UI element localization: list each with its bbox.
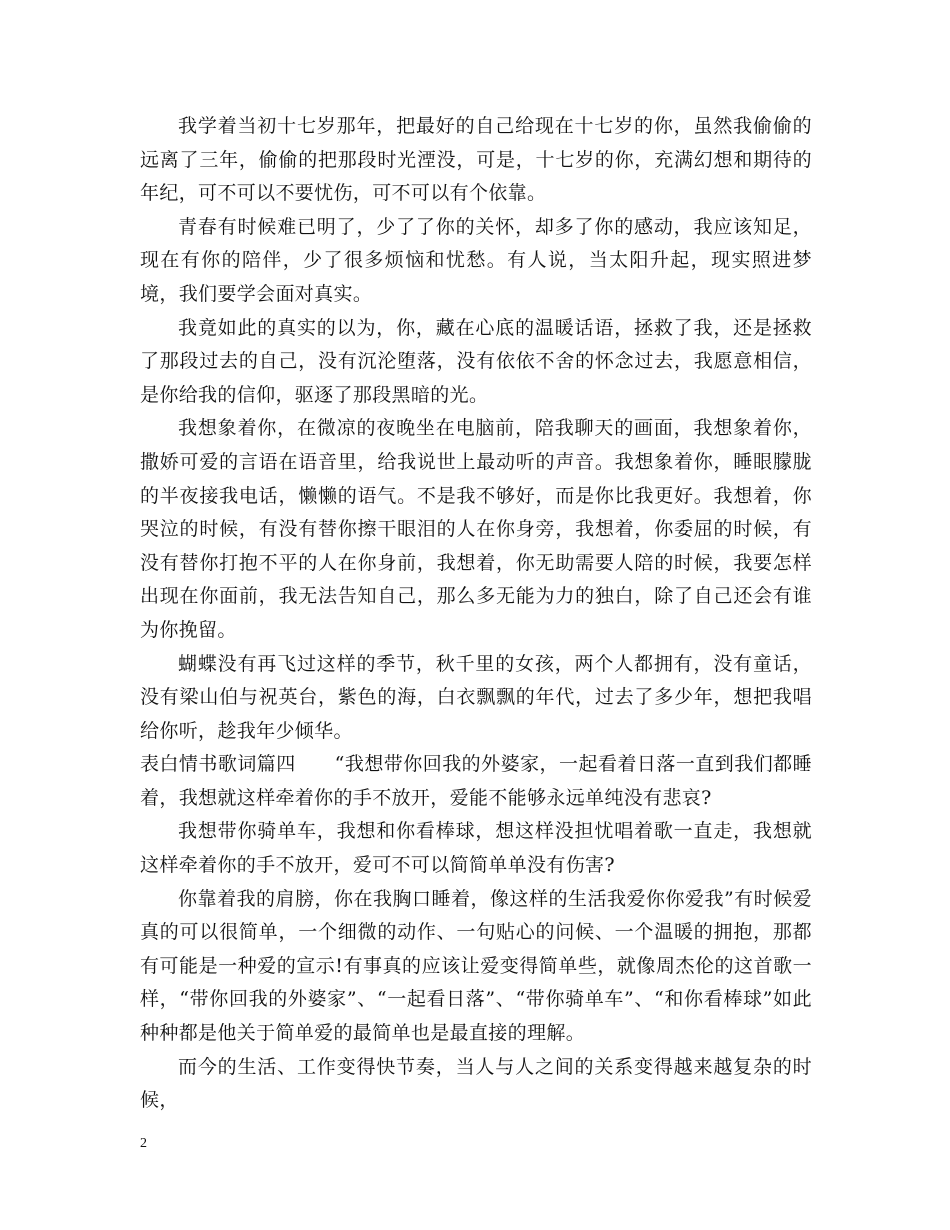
paragraph-1: 我学着当初十七岁那年，把最好的自己给现在十七岁的你，虽然我偷偷的远离了三年，偷偷的把那段时光湮没，可是，十七岁的你，充满幻想和期待的年纪，可不可以不要忧伤，可不可以有个依靠。 bbox=[140, 115, 812, 205]
paragraph-4: 我想象着你，在微凉的夜晚坐在电脑前，陪我聊天的画面，我想象着你，撒娇可爱的言语在语音里，给我说世上最动听的声音。我想象着你，睡眼朦胧的半夜接我电话，懒懒的语气。不是我不够好，而是你比我更好。我想着，你哭泣的时候，有没有替你擦干眼泪的人在你身旁，我想着，你委屈的时候，有没有替你打抱不平的人在你身前，我想着，你无助需要人陪的时候，我要怎样出现在你面前，我无法告知自己，那么多无能为力的独白，除了自己还会有谁为你挽留。 bbox=[140, 417, 812, 641]
document-body bbox=[140, 110, 812, 1118]
paragraph-7: 我想带你骑单车，我想和你看棒球，想这样没担忧唱着歌一直走，我想就这样牵着你的手不放开，爱可不可以简简单单没有伤害? bbox=[140, 820, 812, 877]
page-number: 2 bbox=[140, 1136, 147, 1151]
section-heading-paragraph: 表白情书歌词篇四 “我想带你回我的外婆家，一起看着日落一直到我们都睡着，我想就这样牵着你的手不放开，爱能不能够永远单纯没有悲哀? bbox=[140, 753, 812, 809]
paragraph-8: 你靠着我的肩膀，你在我胸口睡着，像这样的生活我爱你你爱我”有时候爱真的可以很简单，一个细微的动作、一句贴心的问候、一个温暖的拥抱，那都有可能是一种爱的宣示!有事真的应该让爱变得简单些，就像周杰伦的这首歌一样，“带你回我的外婆家”、“一起看日落”、“带你骑单车”、“和你看棒球”如此种种都是他关于简单爱的最简单也是最直接的理解。 bbox=[140, 887, 812, 1045]
paragraph-9: 而今的生活、工作变得快节奏，当人与人之间的关系变得越来越复杂的时候， bbox=[140, 1055, 812, 1112]
paragraph-5: 蝴蝶没有再飞过这样的季节，秋千里的女孩，两个人都拥有，没有童话，没有梁山伯与祝英台，紫色的海，白衣飘飘的年代，过去了多少年，想把我唱给你听，趁我年少倾华。 bbox=[140, 652, 812, 742]
paragraph-2: 青春有时候难已明了，少了了你的关怀，却多了你的感动，我应该知足，现在有你的陪伴，少了很多烦恼和忧愁。有人说，当太阳升起，现实照进梦境，我们要学会面对真实。 bbox=[140, 215, 812, 305]
paragraph-3: 我竟如此的真实的以为，你，藏在心底的温暖话语，拯救了我，还是拯救了那段过去的自己，没有沉沦堕落，没有依依不舍的怀念过去，我愿意相信，是你给我的信仰，驱逐了那段黑暗的光。 bbox=[140, 316, 812, 406]
